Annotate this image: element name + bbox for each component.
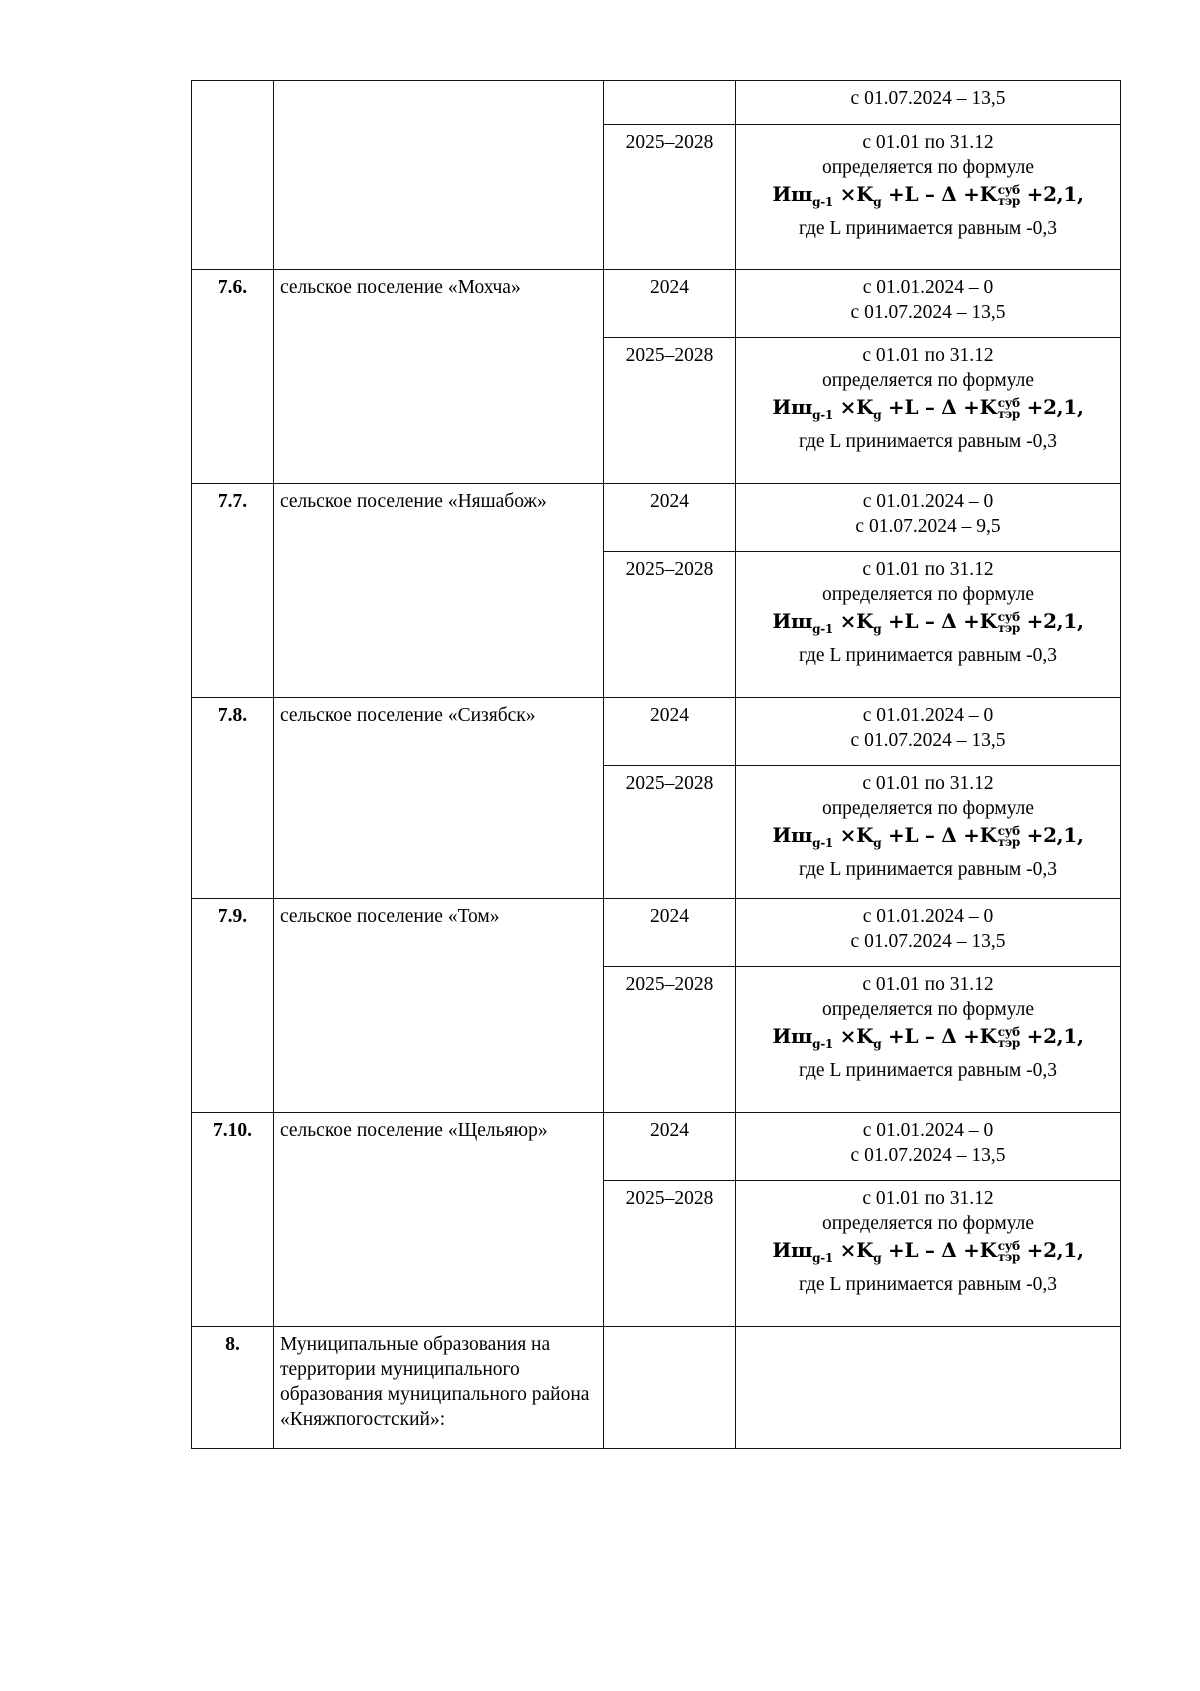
tariff-value bbox=[736, 484, 1121, 552]
period-year bbox=[604, 81, 736, 125]
tariff-value bbox=[736, 81, 1121, 125]
table-row bbox=[192, 1113, 1121, 1181]
period-year: 2025–2028 bbox=[604, 552, 736, 698]
formula-tail: +2,1, bbox=[1026, 1024, 1084, 1048]
formula-plus-l: +L bbox=[887, 823, 919, 847]
formula-k: K bbox=[856, 395, 874, 419]
value-line: с 01.01.2024 – 0 bbox=[862, 491, 994, 512]
formula-base: Иш bbox=[772, 395, 813, 419]
table-row bbox=[192, 899, 1121, 967]
period-year: 2025–2028 bbox=[604, 967, 736, 1113]
formula-plus-k: +K bbox=[963, 823, 997, 847]
formula-base-sub: g-1 bbox=[812, 1251, 833, 1265]
period-year: 2025–2028 bbox=[604, 1181, 736, 1327]
formula-note: где L принимается равным -0,3 bbox=[798, 1060, 1058, 1081]
formula-base-sub: g-1 bbox=[812, 408, 833, 422]
tariff-value bbox=[736, 1113, 1121, 1181]
formula-minus-delta: – Δ bbox=[924, 395, 957, 419]
formula-plus-l: +L bbox=[887, 395, 919, 419]
formula bbox=[742, 1236, 1114, 1272]
formula-times: × bbox=[839, 609, 857, 633]
tariff-value bbox=[736, 766, 1121, 899]
formula-k-sub2: тэр bbox=[997, 193, 1020, 208]
settlement-name: сельское поселение «Сизябск» bbox=[274, 698, 604, 899]
formula-base: Иш bbox=[772, 1024, 813, 1048]
formula-minus-delta: – Δ bbox=[924, 1024, 957, 1048]
settlement-name: сельское поселение «Няшабож» bbox=[274, 484, 604, 698]
formula-base: Иш bbox=[772, 182, 813, 206]
formula-minus-delta: – Δ bbox=[924, 609, 957, 633]
formula-base-sub: g-1 bbox=[812, 622, 833, 636]
formula-k: K bbox=[856, 1238, 874, 1262]
value-line: с 01.07.2024 – 13,5 bbox=[850, 88, 1006, 109]
row-number: 7.9. bbox=[192, 899, 274, 1113]
tariff-value bbox=[736, 270, 1121, 338]
formula bbox=[742, 393, 1114, 429]
tariff-value bbox=[736, 1327, 1121, 1449]
formula-k: K bbox=[856, 182, 874, 206]
formula bbox=[742, 1022, 1114, 1058]
period-year: 2024 bbox=[604, 698, 736, 766]
formula-minus-delta: – Δ bbox=[924, 1238, 957, 1262]
formula-times: × bbox=[839, 1024, 857, 1048]
formula-base: Иш bbox=[772, 609, 813, 633]
settlement-name: сельское поселение «Щельяюр» bbox=[274, 1113, 604, 1327]
value-line: определяется по формуле bbox=[821, 157, 1035, 178]
value-line: определяется по формуле bbox=[821, 1213, 1035, 1234]
table-row bbox=[192, 1327, 1121, 1449]
value-line: с 01.01.2024 – 0 bbox=[862, 906, 994, 927]
settlement-name bbox=[274, 81, 604, 270]
formula-k-sub2: тэр bbox=[997, 406, 1020, 421]
value-line: с 01.01 по 31.12 bbox=[862, 132, 994, 153]
table-row bbox=[192, 698, 1121, 766]
value-line: определяется по формуле bbox=[821, 584, 1035, 605]
tariff-value bbox=[736, 552, 1121, 698]
formula-plus-k: +K bbox=[963, 609, 997, 633]
formula-k: K bbox=[856, 1024, 874, 1048]
period-year: 2025–2028 bbox=[604, 125, 736, 270]
formula-tail: +2,1, bbox=[1026, 1238, 1084, 1262]
tariff-value bbox=[736, 1181, 1121, 1327]
tariff-value bbox=[736, 125, 1121, 270]
formula-plus-k: +K bbox=[963, 1238, 997, 1262]
formula-plus-k: +K bbox=[963, 1024, 997, 1048]
value-line: с 01.01.2024 – 0 bbox=[862, 705, 994, 726]
formula-note: где L принимается равным -0,3 bbox=[798, 431, 1058, 452]
formula-tail: +2,1, bbox=[1026, 823, 1084, 847]
formula-plus-k: +K bbox=[963, 395, 997, 419]
formula-k-sup: суб bbox=[997, 823, 1020, 838]
formula-plus-l: +L bbox=[887, 182, 919, 206]
period-year: 2024 bbox=[604, 899, 736, 967]
period-year: 2024 bbox=[604, 484, 736, 552]
value-line: с 01.07.2024 – 13,5 bbox=[850, 1145, 1006, 1166]
settlement-name: сельское поселение «Том» bbox=[274, 899, 604, 1113]
row-number: 8. bbox=[192, 1327, 274, 1449]
formula-times: × bbox=[839, 395, 857, 419]
formula-k-sub: g bbox=[873, 1037, 882, 1051]
formula bbox=[742, 821, 1114, 857]
period-year bbox=[604, 1327, 736, 1449]
formula-base: Иш bbox=[772, 823, 813, 847]
formula-k-sub2: тэр bbox=[997, 834, 1020, 849]
formula bbox=[742, 607, 1114, 643]
value-line: определяется по формуле bbox=[821, 370, 1035, 391]
formula-k-sub2: тэр bbox=[997, 1249, 1020, 1264]
formula-k-sup: суб bbox=[997, 1238, 1020, 1253]
tariff-value bbox=[736, 899, 1121, 967]
formula bbox=[742, 180, 1114, 216]
formula-times: × bbox=[839, 823, 857, 847]
formula-k-sup: суб bbox=[997, 609, 1020, 624]
formula-tail: +2,1, bbox=[1026, 182, 1084, 206]
formula-plus-l: +L bbox=[887, 1024, 919, 1048]
row-number: 7.6. bbox=[192, 270, 274, 484]
value-line: с 01.01.2024 – 0 bbox=[862, 1120, 994, 1141]
value-line: определяется по формуле bbox=[821, 999, 1035, 1020]
formula-times: × bbox=[839, 1238, 857, 1262]
formula-tail: +2,1, bbox=[1026, 395, 1084, 419]
formula-k-sub: g bbox=[873, 195, 882, 209]
settlement-name: Муниципальные образования на территории муниципального образования муниципального района «Княжпогостский»: bbox=[274, 1327, 604, 1449]
formula-minus-delta: – Δ bbox=[924, 182, 957, 206]
value-line: с 01.07.2024 – 13,5 bbox=[850, 302, 1006, 323]
formula-base-sub: g-1 bbox=[812, 836, 833, 850]
period-year: 2024 bbox=[604, 270, 736, 338]
formula-k-sub: g bbox=[873, 408, 882, 422]
formula-k: K bbox=[856, 823, 874, 847]
row-number bbox=[192, 81, 274, 270]
formula-base-sub: g-1 bbox=[812, 195, 833, 209]
formula-base-sub: g-1 bbox=[812, 1037, 833, 1051]
formula-k-sup: суб bbox=[997, 182, 1020, 197]
tariff-value bbox=[736, 967, 1121, 1113]
period-year: 2024 bbox=[604, 1113, 736, 1181]
formula-tail: +2,1, bbox=[1026, 609, 1084, 633]
formula-plus-k: +K bbox=[963, 182, 997, 206]
formula-k-sub: g bbox=[873, 836, 882, 850]
formula-plus-l: +L bbox=[887, 609, 919, 633]
row-number: 7.8. bbox=[192, 698, 274, 899]
formula-note: где L принимается равным -0,3 bbox=[798, 645, 1058, 666]
tariff-value bbox=[736, 698, 1121, 766]
value-line: с 01.01 по 31.12 bbox=[862, 559, 994, 580]
formula-k-sub2: тэр bbox=[997, 1035, 1020, 1050]
table-row bbox=[192, 270, 1121, 338]
period-year: 2025–2028 bbox=[604, 338, 736, 484]
formula-note: где L принимается равным -0,3 bbox=[798, 859, 1058, 880]
formula-k-sub: g bbox=[873, 1251, 882, 1265]
formula-base: Иш bbox=[772, 1238, 813, 1262]
table-body bbox=[192, 81, 1121, 1449]
value-line: определяется по формуле bbox=[821, 798, 1035, 819]
formula-k: K bbox=[856, 609, 874, 633]
value-line: с 01.01 по 31.12 bbox=[862, 345, 994, 366]
value-line: с 01.07.2024 – 13,5 bbox=[850, 730, 1006, 751]
tariff-value bbox=[736, 338, 1121, 484]
value-line: с 01.01 по 31.12 bbox=[862, 974, 994, 995]
value-line: с 01.01 по 31.12 bbox=[862, 773, 994, 794]
value-line: с 01.01.2024 – 0 bbox=[862, 277, 994, 298]
value-line: с 01.07.2024 – 13,5 bbox=[850, 931, 1006, 952]
table-row bbox=[192, 484, 1121, 552]
value-line: с 01.01 по 31.12 bbox=[862, 1188, 994, 1209]
formula-k-sup: суб bbox=[997, 1024, 1020, 1039]
formula-k-sub2: тэр bbox=[997, 620, 1020, 635]
row-number: 7.7. bbox=[192, 484, 274, 698]
row-number: 7.10. bbox=[192, 1113, 274, 1327]
formula-minus-delta: – Δ bbox=[924, 823, 957, 847]
formula-k-sup: суб bbox=[997, 395, 1020, 410]
period-year: 2025–2028 bbox=[604, 766, 736, 899]
formula-k-sub: g bbox=[873, 622, 882, 636]
formula-note: где L принимается равным -0,3 bbox=[798, 1274, 1058, 1295]
tariff-table bbox=[191, 80, 1121, 1449]
settlement-name: сельское поселение «Мохча» bbox=[274, 270, 604, 484]
value-line: с 01.07.2024 – 9,5 bbox=[855, 516, 1001, 537]
table-row bbox=[192, 81, 1121, 125]
formula-times: × bbox=[839, 182, 857, 206]
formula-plus-l: +L bbox=[887, 1238, 919, 1262]
formula-note: где L принимается равным -0,3 bbox=[798, 218, 1058, 239]
